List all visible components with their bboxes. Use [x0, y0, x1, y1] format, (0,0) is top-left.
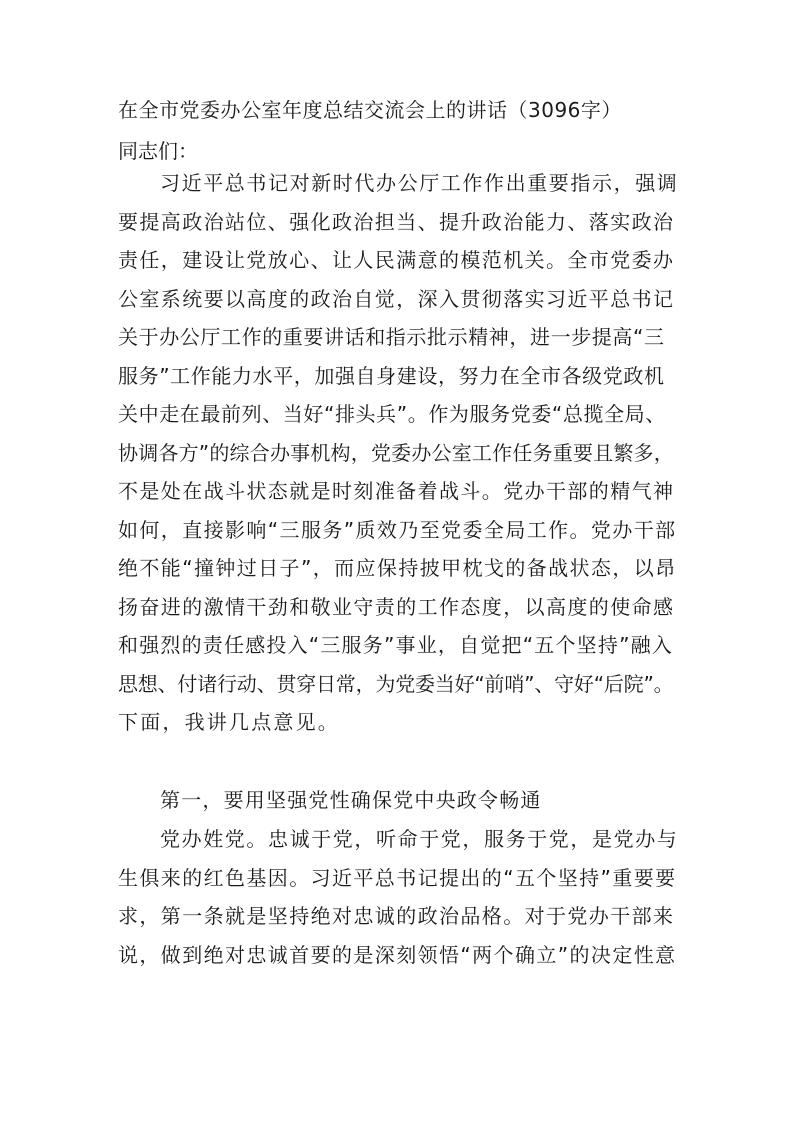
- paragraph-line: 关于办公厅工作的重要讲话和指示批示精神，进一步提高“三: [118, 325, 665, 349]
- section-heading-text: 第一，要用坚强党性确保党中央政令畅通: [160, 788, 542, 812]
- salutation: 同志们：: [118, 139, 198, 163]
- paragraph-line: 党办姓党。忠诚于党，听命于党，服务于党，是党办与: [160, 827, 679, 851]
- paragraph-line: 生俱来的红色基因。习近平总书记提出的“五个坚持”重要要: [118, 865, 677, 890]
- paragraph-line: 习近平总书记对新时代办公厅工作作出重要指示，强调: [160, 171, 679, 195]
- paragraph-line: 要提高政治站位、强化政治担当、提升政治能力、落实政治: [118, 209, 675, 234]
- paragraph-line: 说，做到绝对忠诚首要的是深刻领悟“两个确立”的决定性意: [118, 942, 677, 967]
- paragraph-line: 扬奋进的激情干劲和敬业守责的工作态度，以高度的使命感: [118, 594, 675, 619]
- paragraph-opening: [118, 164, 678, 742]
- paragraph-line: 责任，建设让党放心、让人民满意的模范机关。全市党委办: [118, 248, 675, 272]
- paragraph-line: 公室系统要以高度的政治自觉，深入贯彻落实习近平总书记: [118, 286, 675, 311]
- paragraph-line: 思想、付诸行动、贯穿日常，为党委当好“前哨”、守好“后院”。: [118, 671, 674, 696]
- paragraph-line: 不是处在战斗状态就是时刻准备着战斗。党办干部的精气神: [118, 479, 675, 503]
- section-heading: [118, 781, 678, 820]
- document-title: 在全市党委办公室年度总结交流会上的讲话（3096字）: [118, 98, 622, 122]
- paragraph-section-one: [118, 820, 678, 974]
- paragraph-line: 协调各方”的综合办事机构，党委办公室工作任务重要且繁多，: [118, 440, 674, 465]
- paragraph-line: 如何，直接影响“三服务”质效乃至党委全局工作。党办干部: [118, 517, 677, 542]
- paragraph-line: 绝不能“撞钟过日子”，而应保持披甲枕戈的备战状态，以昂: [118, 556, 677, 580]
- paragraph-line: 关中走在最前列、当好“排头兵”。作为服务党委“总揽全局、: [118, 402, 666, 426]
- paragraph-line: 下面，我讲几点意见。: [118, 710, 340, 734]
- paragraph-line: 求，第一条就是坚持绝对忠诚的政治品格。对于党办干部来: [118, 904, 675, 928]
- paragraph-line: 服务”工作能力水平，加强自身建设，努力在全市各级党政机: [118, 363, 665, 388]
- paragraph-line: 和强烈的责任感投入“三服务”事业，自觉把“五个坚持”融入: [118, 633, 674, 657]
